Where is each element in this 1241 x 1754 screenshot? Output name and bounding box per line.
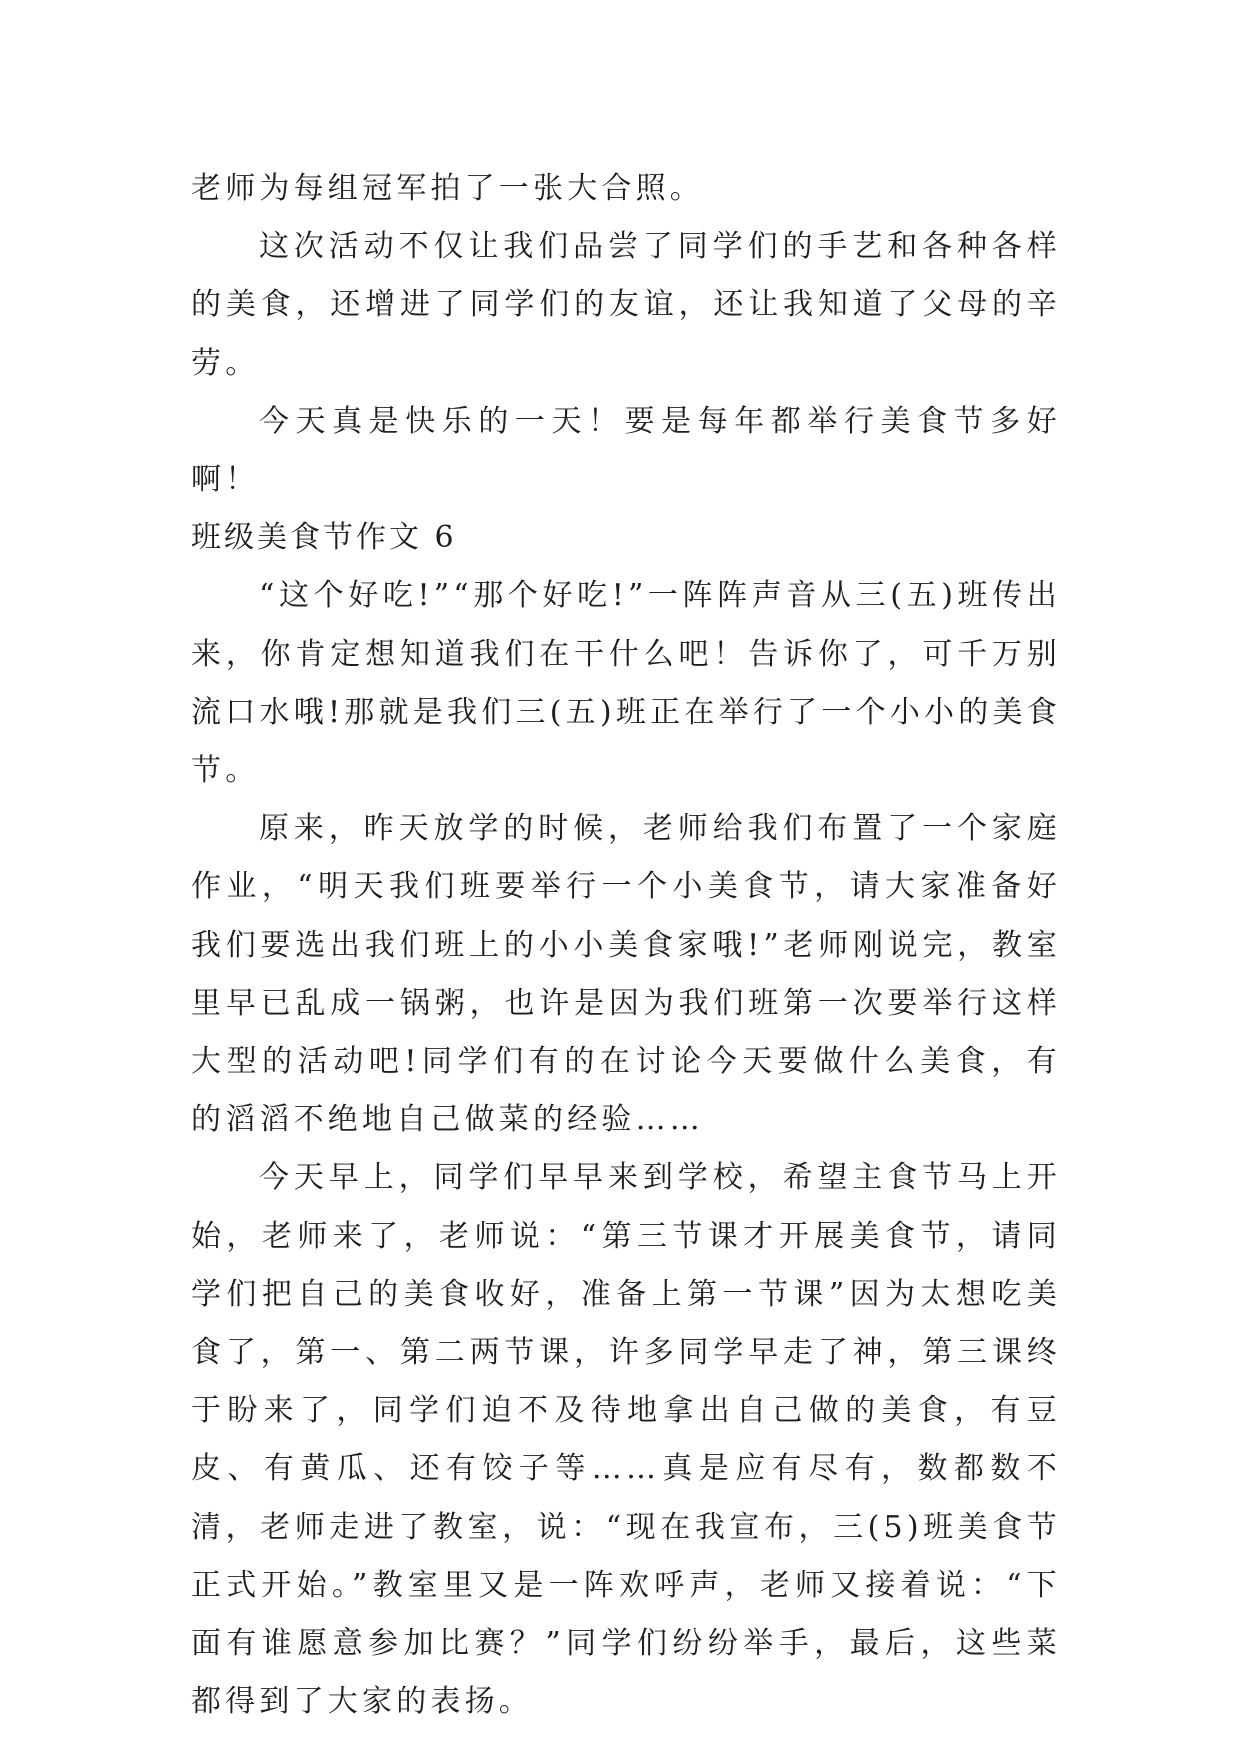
paragraph: 今天真是快乐的一天！要是每年都举行美食节多好啊！	[191, 403, 1061, 498]
paragraph: “这个好吃!”“那个好吃!”一阵阵声音从三(五)班传出来，你肯定想知道我们在干什么吧！告诉你了，可千万别流口水哦!那就是我们三(五)班正在举行了一个小小的美食节。	[191, 578, 1061, 789]
section-heading: 班级美食节作文 6	[191, 520, 457, 556]
paragraph: 这次活动不仅让我们品尝了同学们的手艺和各种各样的美食，还增进了同学们的友谊，还让我知道了父母的辛劳。	[191, 229, 1061, 381]
paragraph: 原来，昨天放学的时候，老师给我们布置了一个家庭作业，“明天我们班要举行一个小美食节，请大家准备好我们要选出我们班上的小小美食家哦!”老师刚说完，教室里早已乱成一锅粥，也许是因为我们班第一次要举行这样大型的活动吧!同学们有的在讨论今天要做什么美食，有的滔滔不绝地自己做菜的经验……	[191, 811, 1061, 1138]
document-body	[191, 160, 1061, 1731]
paragraph: 今天早上，同学们早早来到学校，希望主食节马上开始，老师来了，老师说：“第三节课才开展美食节，请同学们把自己的美食收好，准备上第一节课”因为太想吃美食了，第一、第二两节课，许多同学早走了神，第三课终于盼来了，同学们迫不及待地拿出自己做的美食，有豆皮、有黄瓜、还有饺子等……真是应有尽有，数都数不清，老师走进了教室，说：“现在我宣布，三(5)班美食节正式开始。”教室里又是一阵欢呼声，老师又接着说：“下面有谁愿意参加比赛？”同学们纷纷举手，最后，这些菜都得到了大家的表扬。	[191, 1160, 1061, 1720]
paragraph-continuation: 老师为每组冠军拍了一张大合照。	[191, 171, 704, 206]
